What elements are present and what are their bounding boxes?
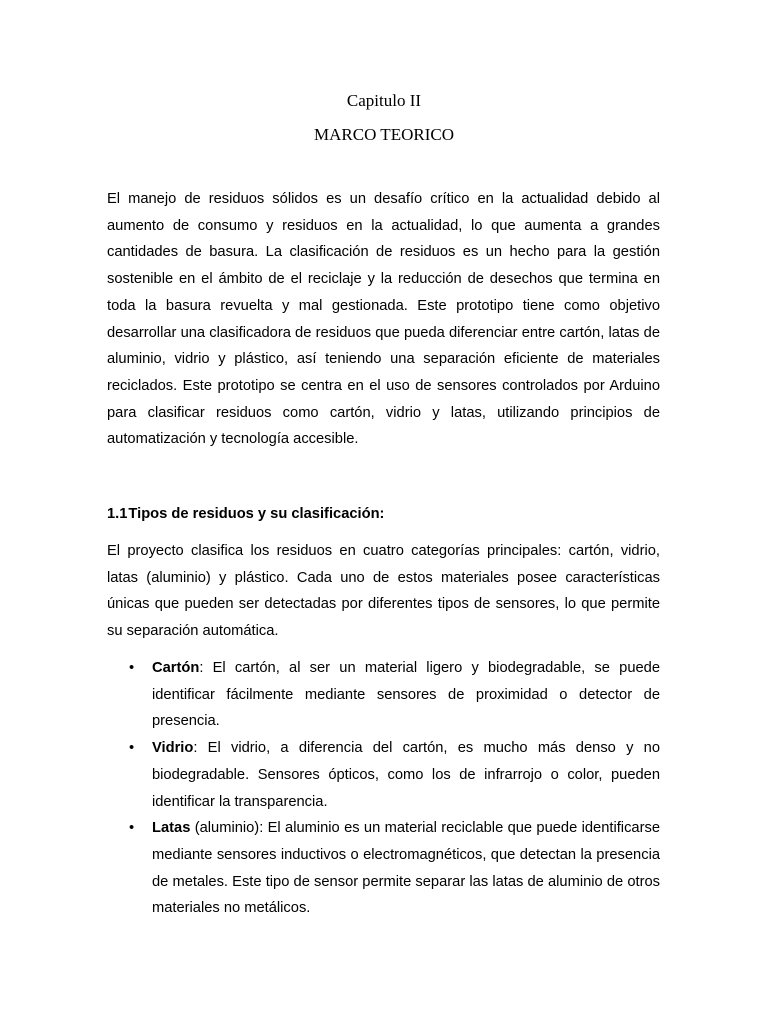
section-title: Tipos de residuos y su clasificación:	[128, 506, 385, 522]
section-number: 1.1	[107, 506, 128, 522]
bullet-term: Cartón	[152, 660, 200, 676]
bullet-term: Latas	[152, 820, 191, 837]
bullet-text: (aluminio): El aluminio es un material reciclable que puede identificarse mediante sensores inductivos o electromagnéticos, que detectan la presencia de metales. Este tipo de sensor permite separar las latas de aluminio de otros materiales no metálicos.	[152, 820, 660, 917]
list-item-carton	[107, 655, 660, 735]
bullet-icon: •	[129, 740, 135, 757]
bullet-text: : El vidrio, a diferencia del cartón, es mucho más denso y no biodegradable. Sensores ópticos, como los de infrarrojo o color, pueden identificar la transparencia.	[152, 740, 660, 810]
bullet-icon: •	[129, 660, 135, 676]
list-item-vidrio	[107, 735, 660, 815]
intro-paragraph: El manejo de residuos sólidos es un desafío crítico en la actualidad debido al aumento de consumo y residuos en la actualidad, lo que aumenta a grandes cantidades de basura. La clasificación de residuos es un hecho para la gestión sostenible en el ámbito de el reciclaje y la reducción de desechos que termina en toda la basura revuelta y mal gestionada. Este prototipo tiene como objetivo desarrollar una clasificadora de residuos que pueda diferenciar entre cartón, latas de aluminio, vidrio y plástico, así teniendo una separación eficiente de materiales reciclados. Este prototipo se centra en el uso de sensores controlados por Arduino para clasificar residuos como cartón, vidrio y latas, utilizando principios de automatización y tecnología accesible.	[107, 191, 660, 448]
bullet-icon: •	[129, 820, 135, 837]
bullet-text: : El cartón, al ser un material ligero y biodegradable, se puede identificar fácilmente mediante sensores de proximidad o detector de presencia.	[152, 660, 660, 730]
chapter-title: MARCO TEORICO	[314, 125, 454, 144]
section-heading	[107, 501, 660, 528]
list-item-latas	[107, 815, 660, 922]
material-list	[107, 655, 660, 922]
section-paragraph: El proyecto clasifica los residuos en cuatro categorías principales: cartón, vidrio, latas (aluminio) y plástico. Cada uno de estos materiales posee características únicas que pueden ser detectadas por diferentes tipos de sensores, lo que permite su separación automática.	[107, 543, 660, 640]
chapter-number: Capitulo II	[346, 91, 422, 110]
bullet-term: Vidrio	[152, 740, 194, 757]
